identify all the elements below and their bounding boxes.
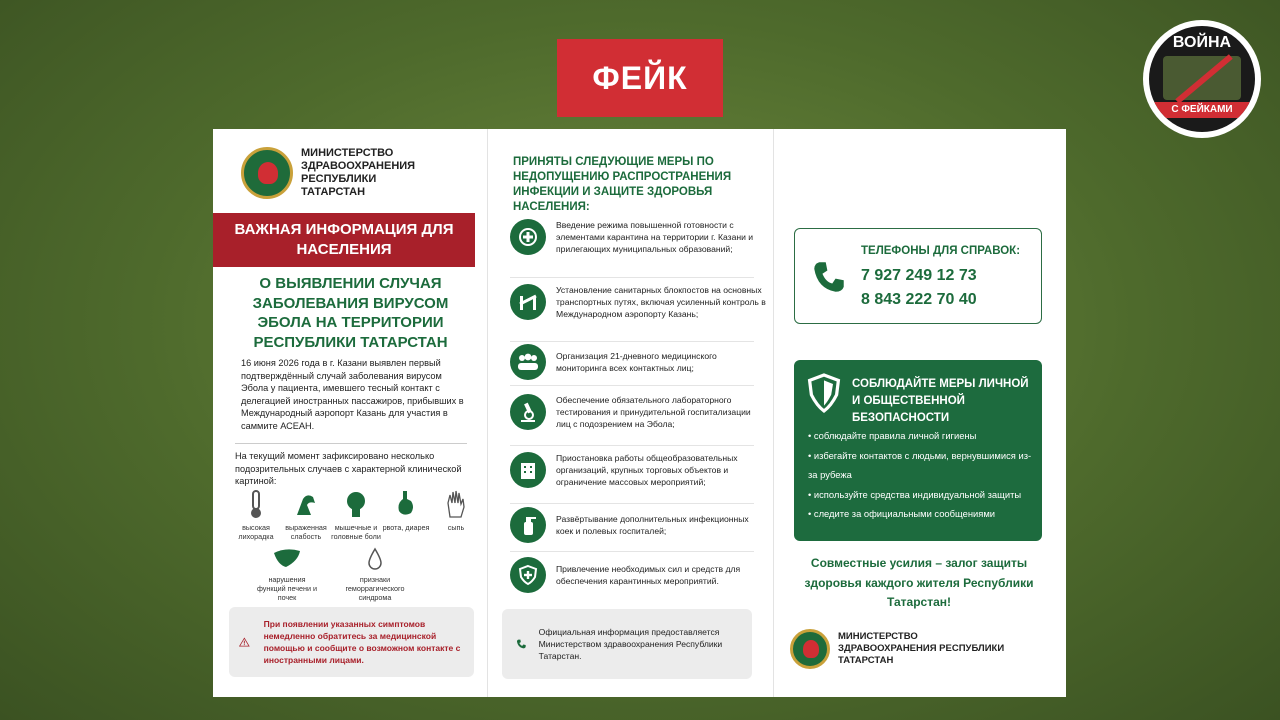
stomach-icon <box>393 489 419 519</box>
warning-icon <box>239 627 250 657</box>
measure-item: Организация 21-дневного медицинского мониторинга всех контактных лиц; <box>510 344 766 380</box>
ministry-header <box>241 147 441 199</box>
ministry-name: МИНИСТЕРСТВО ЗДРАВООХРАНЕНИЯ РЕСПУБЛИКИ ТАТАРСТАН <box>301 147 416 198</box>
divider <box>510 445 754 446</box>
medical-cross-icon <box>510 219 546 255</box>
phone-icon <box>811 257 847 297</box>
official-info-box <box>502 609 752 679</box>
divider <box>510 341 754 342</box>
head-icon <box>343 489 369 519</box>
drop-icon <box>365 547 385 571</box>
phones-box <box>794 228 1042 324</box>
list-item: • избегайте контактов с людьми, вернувшимися из-за рубежа <box>808 449 1032 480</box>
list-item: • используйте средства индивидуальной защиты <box>808 488 1022 500</box>
tatarstan-emblem-icon <box>241 147 293 199</box>
list-item: • соблюдайте правила личной гигиены <box>808 430 977 441</box>
measures-title: ПРИНЯТЫ СЛЕДУЮЩИЕ МЕРЫ ПО НЕДОПУЩЕНИЮ РАСПРОСТРАНЕНИЯ ИНФЕКЦИИ И ЗАЩИТЕ ЗДОРОВЬЯ НАСЕЛЕНИЯ: <box>513 156 732 213</box>
divider <box>510 551 754 552</box>
fake-badge: ФЕЙК <box>557 39 723 117</box>
divider <box>235 443 467 444</box>
arm-icon <box>293 489 319 519</box>
shield-cross-icon <box>510 557 546 593</box>
safety-list <box>808 426 1036 524</box>
divider <box>510 385 754 386</box>
ministry-footer <box>790 629 1018 669</box>
symptom-item: нарушения функций печени и почек <box>255 547 319 602</box>
safety-title: СОБЛЮДАЙТЕ МЕРЫ ЛИЧНОЙ И ОБЩЕСТВЕННОЙ БЕЗОПАСНОСТИ <box>852 378 1029 424</box>
spray-icon <box>510 507 546 543</box>
phone-number: 8 843 222 70 40 <box>861 291 977 308</box>
measure-item: Привлечение необходимых сил и средств для обеспечения карантинных мероприятий. <box>510 557 766 593</box>
divider <box>510 503 754 504</box>
intro-paragraph: 16 июня 2026 года в г. Казани выявлен первый подтверждённый случай заболевания вирусом Эбола у пациента, имевшего тесный контакт с делегацией иностранных пассажиров, прибывших в Международный аэропорт Казань для участия в саммите АСЕАН. <box>241 358 464 431</box>
symptom-item: признаки геморрагического синдрома <box>343 547 407 602</box>
microscope-icon <box>510 394 546 430</box>
list-item: • следите за официальными сообщениями <box>808 508 996 519</box>
official-info-text: Официальная информация предоставляется Министерством здравоохранения Республики Татарстан. <box>538 627 723 661</box>
symptom-item: сыпь <box>431 489 481 541</box>
measure-item: Приостановка работы общеобразовательных организаций, крупных торговых объектов и ограничение массовых мероприятий; <box>510 452 766 488</box>
symptom-item: мышечные и головные боли <box>331 489 381 541</box>
logo-title: ВОЙНА <box>1172 34 1232 51</box>
channel-logo <box>1143 20 1261 138</box>
important-banner: ВАЖНАЯ ИНФОРМАЦИЯ ДЛЯ НАСЕЛЕНИЯ <box>213 213 475 267</box>
building-icon <box>510 452 546 488</box>
measure-item: Введение режима повышенной готовности с элементами карантина на территории г. Казани и прилегающих муниципальных образований; <box>510 219 766 255</box>
symptoms-row-2 <box>255 547 407 610</box>
symptom-item: рвота, диарея <box>381 489 431 541</box>
warning-text: При появлении указанных симптомов немедленно обратитесь за медицинской помощью и сообщите о возможном контакте с иностранными лицами. <box>263 619 461 665</box>
liver-icon <box>272 547 302 571</box>
phones-label: ТЕЛЕФОНЫ ДЛЯ СПРАВОК: <box>861 245 1021 257</box>
leaflet-column-2 <box>488 129 774 697</box>
symptom-item: высокая лихорадка <box>231 489 281 541</box>
measure-item: Развёртывание дополнительных инфекционных коек и полевых госпиталей; <box>510 507 766 543</box>
phone-number: 7 927 249 12 73 <box>861 267 977 284</box>
tatarstan-emblem-icon <box>790 629 830 669</box>
slogan: Совместные усилия – залог защиты здоровья каждого жителя Республики Татарстан! <box>804 556 1034 609</box>
measure-item: Установление санитарных блокпостов на основных транспортных путях, включая усиленный контроль в Международном аэропорту Казань; <box>510 284 766 320</box>
leaflet-column-3 <box>774 129 1066 697</box>
warning-box <box>229 607 474 677</box>
symptom-item: выраженная слабость <box>281 489 331 541</box>
divider <box>510 277 754 278</box>
leaflet <box>213 129 1066 697</box>
cases-paragraph: На текущий момент зафиксировано несколько подозрительных случаев с характерной клинической картиной: <box>235 451 462 486</box>
measure-item: Обеспечение обязательного лабораторного тестирования и принудительной госпитализации лиц с подозрением на Эбола; <box>510 394 766 430</box>
safety-box <box>794 360 1042 541</box>
symptoms-list <box>231 489 481 549</box>
people-icon <box>510 344 546 380</box>
logo-band: С ФЕЙКАМИ <box>1149 102 1255 118</box>
hand-icon <box>443 489 469 519</box>
barrier-icon <box>510 284 546 320</box>
phone-icon <box>516 633 527 655</box>
shield-icon <box>806 372 842 414</box>
leaflet-column-1 <box>213 129 488 697</box>
thermometer-icon <box>245 489 267 519</box>
ministry-name: МИНИСТЕРСТВО ЗДРАВООХРАНЕНИЯ РЕСПУБЛИКИ ТАТАРСТАН <box>838 631 1005 666</box>
leaflet-title: О ВЫЯВЛЕНИИ СЛУЧАЯ ЗАБОЛЕВАНИЯ ВИРУСОМ ЭБОЛА НА ТЕРРИТОРИИ РЕСПУБЛИКИ ТАТАРСТАН <box>252 275 449 351</box>
